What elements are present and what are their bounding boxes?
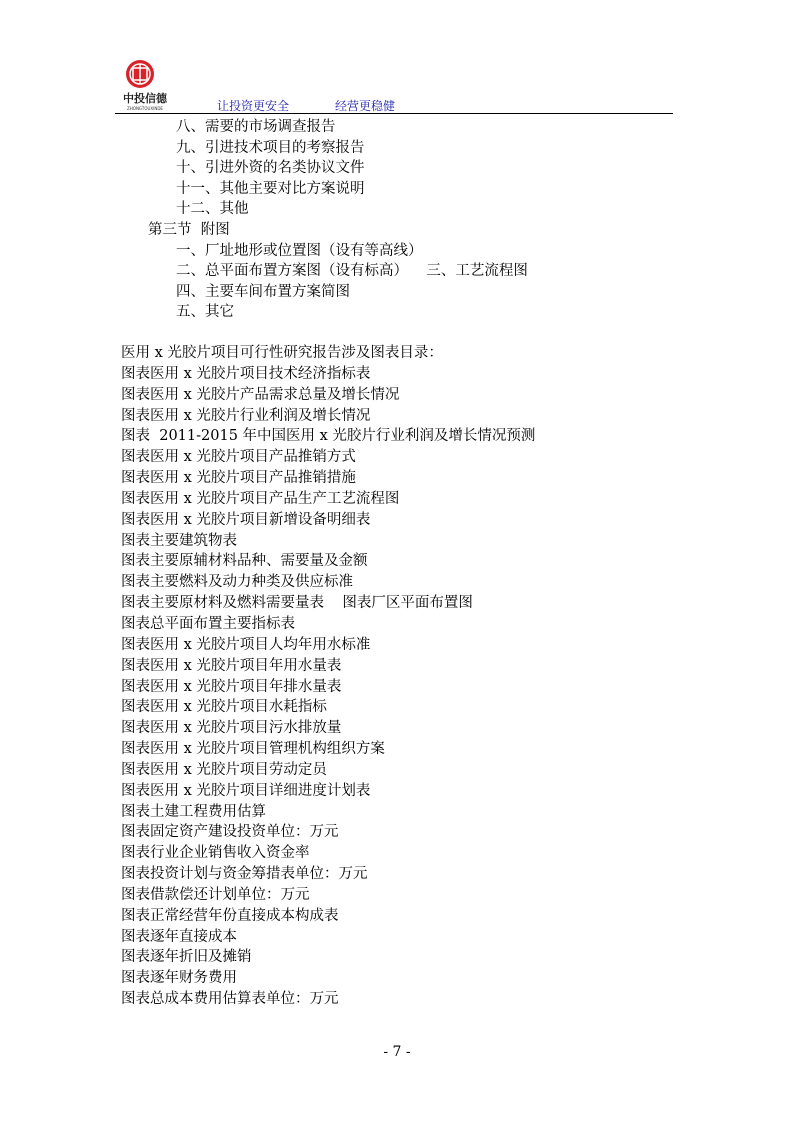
figure-item: 图表土建工程费用估算 xyxy=(121,803,266,820)
toc-item: 二、总平面布置方案图（设有标高） 三、工艺流程图 xyxy=(176,263,528,280)
figure-item: 图表主要建筑物表 xyxy=(121,532,237,549)
figure-list-heading: 医用 x 光胶片项目可行性研究报告涉及图表目录： xyxy=(121,345,443,361)
header-tagline-stable: 经营更稳健 xyxy=(335,99,396,113)
figure-item: 图表医用 x 光胶片项目年用水量表 xyxy=(121,657,342,674)
figure-item: 图表逐年财务费用 xyxy=(121,970,237,987)
figure-item: 图表固定资产建设投资单位：万元 xyxy=(121,824,339,841)
figure-item: 图表医用 x 光胶片项目劳动定员 xyxy=(121,761,327,778)
toc-item: 九、引进技术项目的考察报告 xyxy=(176,139,365,156)
figure-item: 图表 2011-2015 年中国医用 x 光胶片行业利润及增长情况预测 xyxy=(121,428,536,445)
figure-item: 图表医用 x 光胶片行业利润及增长情况 xyxy=(121,407,371,424)
company-logo-icon xyxy=(121,56,171,112)
toc-item: 十、引进外资的名类协议文件 xyxy=(176,160,365,177)
figure-list xyxy=(121,343,535,1010)
header-tagline-safe: 让投资更安全 xyxy=(217,99,290,113)
figure-item: 图表行业企业销售收入资金率 xyxy=(121,845,310,862)
figure-item: 图表医用 x 光胶片项目污水排放量 xyxy=(121,720,342,737)
section-heading: 第三节 附图 xyxy=(148,222,230,238)
figure-item: 图表医用 x 光胶片产品需求总量及增长情况 xyxy=(121,386,400,403)
figure-item: 图表医用 x 光胶片项目产品生产工艺流程图 xyxy=(121,490,400,507)
toc-item: 十二、其他 xyxy=(176,201,249,218)
svg-text:ZHONGTOUXINDE: ZHONGTOUXINDE xyxy=(127,106,163,111)
figure-item: 图表医用 x 光胶片项目技术经济指标表 xyxy=(121,365,371,382)
figure-item: 图表逐年折旧及摊销 xyxy=(121,949,252,966)
figure-item: 图表医用 x 光胶片项目产品推销措施 xyxy=(121,470,356,487)
toc-item: 四、主要车间布置方案简图 xyxy=(176,283,350,300)
figure-item: 图表医用 x 光胶片项目详细进度计划表 xyxy=(121,782,371,799)
header-divider xyxy=(115,113,673,114)
figure-item: 图表医用 x 光胶片项目管理机构组织方案 xyxy=(121,741,385,758)
figure-item: 图表正常经营年份直接成本构成表 xyxy=(121,907,339,924)
figure-item: 图表主要原材料及燃料需要量表 图表厂区平面布置图 xyxy=(121,595,473,612)
figure-item: 图表投资计划与资金筹措表单位：万元 xyxy=(121,866,368,883)
toc-item: 八、需要的市场调查报告 xyxy=(176,119,336,135)
figure-item: 图表主要原辅材料品种、需要量及金额 xyxy=(121,553,368,570)
svg-text:中投信德: 中投信德 xyxy=(123,92,167,105)
figure-item: 图表医用 x 光胶片项目产品推销方式 xyxy=(121,449,356,466)
figure-item: 图表总成本费用估算表单位：万元 xyxy=(121,991,339,1008)
figure-item: 图表主要燃料及动力种类及供应标准 xyxy=(121,574,353,591)
figure-item: 图表医用 x 光胶片项目年排水量表 xyxy=(121,678,342,695)
toc-item: 五、其它 xyxy=(176,304,234,321)
page-header xyxy=(115,56,673,114)
figure-item: 图表医用 x 光胶片项目水耗指标 xyxy=(121,699,327,716)
page-number: - 7 - xyxy=(383,1044,411,1060)
figure-item: 图表借款偿还计划单位：万元 xyxy=(121,886,310,903)
figure-item: 图表逐年直接成本 xyxy=(121,928,237,945)
toc-item: 一、厂址地形或位置图（设有等高线） xyxy=(176,242,423,259)
figure-item: 图表医用 x 光胶片项目新增设备明细表 xyxy=(121,511,371,528)
figure-item: 图表医用 x 光胶片项目人均年用水标准 xyxy=(121,636,371,653)
figure-item: 图表总平面布置主要指标表 xyxy=(121,615,295,632)
toc-item: 十一、其他主要对比方案说明 xyxy=(176,180,365,197)
